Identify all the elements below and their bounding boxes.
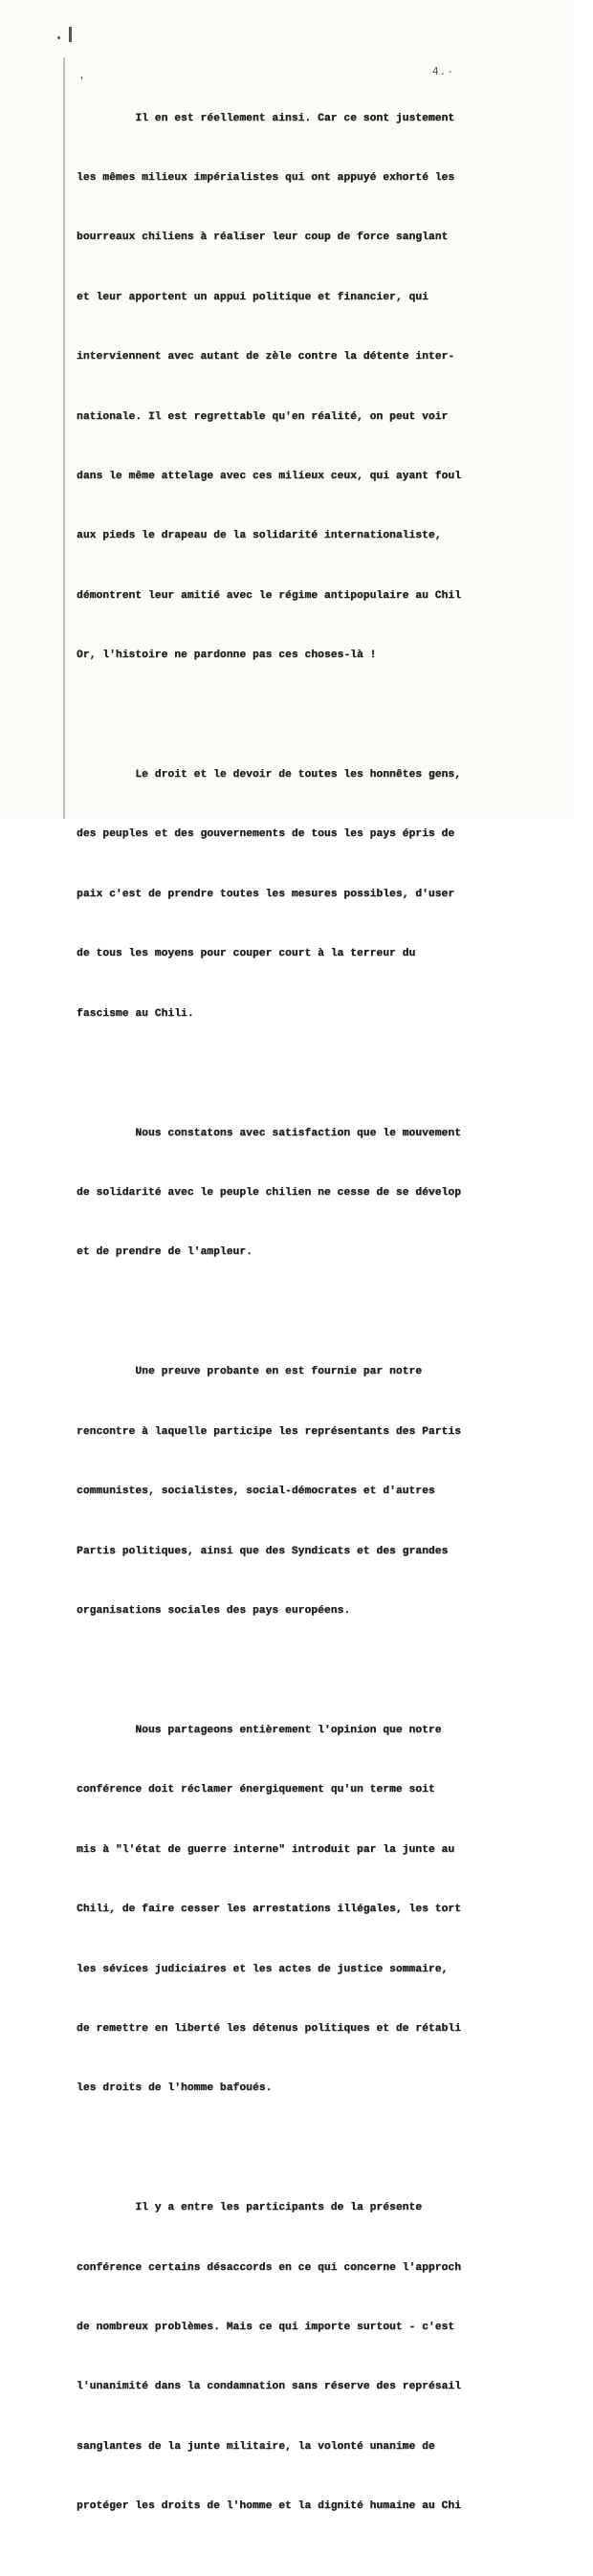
paragraph-6: [77, 2159, 593, 2557]
text-line: de remettre en liberté les détenus politiques et de rétabli: [77, 2022, 462, 2035]
text-line: de tous les moyens pour couper court à la terreur du: [77, 948, 416, 960]
text-line: bourreaux chiliens à réaliser leur coup de force sanglant: [77, 231, 449, 244]
text-line: Partis politiques, ainsi que des Syndicats et des grandes: [77, 1545, 449, 1557]
paragraph-4: [77, 1323, 593, 1662]
text-line: Une preuve probante en est fournie par notre: [77, 1366, 423, 1378]
punch-dot: [57, 36, 60, 39]
text-line: protéger les droits de l'homme et la dignité humaine au Chi: [77, 2500, 462, 2513]
document-body: [77, 69, 593, 2576]
text-line: et leur apportent un appui politique et financier, qui: [77, 291, 428, 303]
page-number: 4.-: [432, 65, 454, 77]
text-line: dans le même attelage avec ces milieux ceux, qui ayant foul: [77, 470, 462, 482]
text-line: mis à "l'état de guerre interne" introduit par la junte au: [77, 1843, 455, 1856]
text-line: de nombreux problèmes. Mais ce qui importe surtout - c'est: [77, 2322, 455, 2334]
text-line: et de prendre de l'ampleur.: [77, 1246, 253, 1259]
text-line: de solidarité avec le peuple chilien ne cesse de se dévelop: [77, 1187, 462, 1200]
text-line: l'unanimité dans la condamnation sans réserve des représail: [77, 2381, 462, 2393]
bullet-mark: ': [78, 75, 85, 87]
text-line: démontrent leur amitié avec le régime antipopulaire au Chil: [77, 589, 462, 602]
text-line: fascisme au Chili.: [77, 1007, 194, 1020]
text-line: nationale. Il est regrettable qu'en réalité, on peut voir: [77, 410, 449, 423]
text-line: rencontre à laquelle participe les représentants des Partis: [77, 1425, 462, 1438]
text-line: des peuples et des gouvernements de tous les pays épris de: [77, 828, 455, 841]
text-line: aux pieds le drapeau de la solidarité internationaliste,: [77, 530, 442, 542]
text-line: les droits de l'homme bafoués.: [77, 2082, 273, 2095]
text-line: sanglantes de la junte militaire, la volonté unanime de: [77, 2440, 435, 2453]
text-line: les mêmes milieux impérialistes qui ont appuyé exhorté les: [77, 171, 455, 184]
text-line: Or, l'histoire ne pardonne pas ces choses-là !: [77, 650, 377, 662]
text-line: conférence doit réclamer énergiquement qu'un terme soit: [77, 1784, 435, 1796]
text-line: Chili, de faire cesser les arrestations illégales, les tort: [77, 1904, 462, 1916]
margin-rule: [63, 57, 65, 819]
text-line: conférence certains désaccords en ce qui concerne l'approch: [77, 2261, 462, 2274]
text-line: organisations sociales des pays européens.: [77, 1604, 351, 1617]
paragraph-5: [77, 1681, 593, 2138]
text-line: Nous constatons avec satisfaction que le mouvement: [77, 1127, 462, 1139]
staple-mark: [69, 27, 72, 42]
text-line: les sévices judiciaires et les actes de justice sommaire,: [77, 1963, 449, 1975]
text-line: Il en est réellement ainsi. Car ce sont justement: [77, 112, 455, 124]
text-line: interviennent avec autant de zèle contre la détente inter-: [77, 351, 455, 363]
text-line: Nous partageons entièrement l'opinion que notre: [77, 1724, 442, 1736]
text-line: paix c'est de prendre toutes les mesures possibles, d'user: [77, 888, 455, 900]
text-line: Il y a entre les participants de la présente: [77, 2202, 423, 2214]
text-line: communistes, socialistes, social-démocrates et d'autres: [77, 1486, 435, 1498]
text-line: Le droit et le devoir de toutes les honnêtes gens,: [77, 769, 462, 782]
paragraph-1: [77, 69, 593, 706]
paragraph-2: [77, 726, 593, 1065]
paragraph-3: [77, 1084, 593, 1303]
